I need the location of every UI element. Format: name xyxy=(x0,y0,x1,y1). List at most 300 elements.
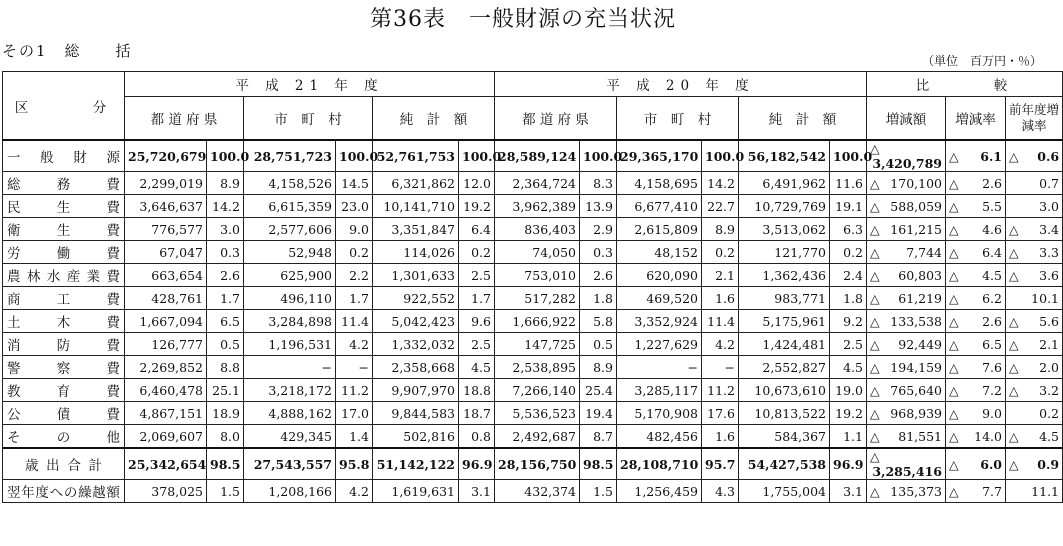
table-row xyxy=(3,264,1063,287)
share-cell: 2.1 xyxy=(702,264,739,287)
decrease-mark: △ xyxy=(949,359,959,375)
change-value: 7.6 xyxy=(982,359,1002,375)
decrease-mark: △ xyxy=(870,336,880,352)
share-cell: 100.0 xyxy=(702,140,739,172)
share-cell: 5.8 xyxy=(580,310,617,333)
amount-cell: 3,962,389 xyxy=(495,195,580,218)
table-row xyxy=(3,172,1063,195)
header-change-rate: 増減率 xyxy=(946,97,1006,141)
amount-cell: 517,282 xyxy=(495,287,580,310)
amount-cell: 29,365,170 xyxy=(617,140,702,172)
change-rate-cell xyxy=(946,379,1006,402)
amount-cell: 2,269,852 xyxy=(125,356,207,379)
share-cell: 1.1 xyxy=(830,425,867,449)
change-rate-cell xyxy=(946,333,1006,356)
change-amount-cell xyxy=(867,218,946,241)
change-value: 2.6 xyxy=(982,313,1002,329)
decrease-mark: △ xyxy=(1009,359,1019,375)
change-rate-cell xyxy=(946,241,1006,264)
amount-cell: 6,491,962 xyxy=(739,172,830,195)
table-row xyxy=(3,140,1063,172)
change-amount-cell xyxy=(867,310,946,333)
share-cell: 1.8 xyxy=(830,287,867,310)
page-title: 第36表 一般財源の充当状況 xyxy=(370,7,676,32)
amount-cell: 1,666,922 xyxy=(495,310,580,333)
amount-cell: 4,867,151 xyxy=(125,402,207,425)
table-row xyxy=(3,287,1063,310)
share-cell: 11.4 xyxy=(336,310,373,333)
amount-cell: 3,352,924 xyxy=(617,310,702,333)
amount-cell: 836,403 xyxy=(495,218,580,241)
row-label: 総務費 xyxy=(3,172,125,195)
decrease-mark: △ xyxy=(949,483,959,499)
amount-cell: 1,424,481 xyxy=(739,333,830,356)
amount-cell: 6,321,862 xyxy=(373,172,459,195)
amount-cell: 753,010 xyxy=(495,264,580,287)
header-prefecture-20: 都 道 府 県 xyxy=(495,97,617,141)
decrease-mark: △ xyxy=(949,456,959,472)
amount-cell: 6,615,359 xyxy=(244,195,336,218)
header-municipality-20: 市 町 村 xyxy=(617,97,739,141)
share-cell: 25.1 xyxy=(207,379,244,402)
share-cell: 19.2 xyxy=(459,195,495,218)
share-cell: 2.5 xyxy=(459,264,495,287)
change-amount-cell xyxy=(867,425,946,449)
share-cell: 4.3 xyxy=(702,480,739,503)
change-amount-cell xyxy=(867,480,946,503)
decrease-mark: △ xyxy=(870,244,880,260)
amount-cell: 27,543,557 xyxy=(244,448,336,480)
header-category: 区 分 xyxy=(3,72,125,141)
change-value: 0.6 xyxy=(1037,148,1060,164)
share-cell: 0.2 xyxy=(702,241,739,264)
row-label: 衛生費 xyxy=(3,218,125,241)
amount-cell: 3,285,117 xyxy=(617,379,702,402)
unit-note: （単位 百万円・％） xyxy=(921,54,1042,68)
share-cell: 100.0 xyxy=(830,140,867,172)
prev-change-rate-cell xyxy=(1006,480,1063,503)
table-body xyxy=(3,140,1063,503)
change-value: 4.6 xyxy=(982,221,1002,237)
change-value: 6.2 xyxy=(982,290,1002,306)
change-value: 588,059 xyxy=(890,198,942,214)
decrease-mark: △ xyxy=(949,405,959,421)
prev-change-rate-cell xyxy=(1006,264,1063,287)
amount-cell: 7,266,140 xyxy=(495,379,580,402)
change-value: 2.6 xyxy=(982,175,1002,191)
change-value: 6.5 xyxy=(982,336,1002,352)
decrease-mark: △ xyxy=(949,175,959,191)
amount-cell: 584,367 xyxy=(739,425,830,449)
change-amount-cell xyxy=(867,356,946,379)
share-cell: 3.1 xyxy=(459,480,495,503)
share-cell: 100.0 xyxy=(207,140,244,172)
header-prefecture-21: 都 道 府 県 xyxy=(125,97,244,141)
amount-cell: 10,813,522 xyxy=(739,402,830,425)
amount-cell: 1,227,629 xyxy=(617,333,702,356)
share-cell: 25.4 xyxy=(580,379,617,402)
change-value: 0.7 xyxy=(1039,175,1060,191)
amount-cell: 776,577 xyxy=(125,218,207,241)
amount-cell: 10,141,710 xyxy=(373,195,459,218)
share-cell: 98.5 xyxy=(207,448,244,480)
decrease-mark: △ xyxy=(870,175,880,191)
change-value: 2.1 xyxy=(1039,336,1060,352)
change-value: 765,640 xyxy=(890,382,942,398)
share-cell: 96.9 xyxy=(459,448,495,480)
amount-cell: 496,110 xyxy=(244,287,336,310)
amount-cell: 3,218,172 xyxy=(244,379,336,402)
amount-cell: 2,552,827 xyxy=(739,356,830,379)
row-label: 翌年度への繰越額 xyxy=(3,480,125,503)
share-cell: 100.0 xyxy=(459,140,495,172)
decrease-mark: △ xyxy=(1009,313,1019,329)
amount-cell: 1,667,094 xyxy=(125,310,207,333)
table-row xyxy=(3,356,1063,379)
row-label: その他 xyxy=(3,425,125,449)
change-amount-cell xyxy=(867,264,946,287)
share-cell: 1.7 xyxy=(459,287,495,310)
share-cell: 4.5 xyxy=(459,356,495,379)
share-cell: 3.1 xyxy=(830,480,867,503)
change-value: 5.6 xyxy=(1039,313,1060,329)
header-prev-change-rate-text: 前年度増減率 xyxy=(1009,102,1060,133)
amount-cell: 1,208,166 xyxy=(244,480,336,503)
change-value: 81,551 xyxy=(898,428,942,444)
prev-change-rate-cell xyxy=(1006,287,1063,310)
decrease-mark: △ xyxy=(870,141,880,156)
change-value: 135,373 xyxy=(890,483,942,499)
table-row xyxy=(3,379,1063,402)
share-cell: 4.2 xyxy=(702,333,739,356)
share-cell: 1.8 xyxy=(580,287,617,310)
change-value: 133,538 xyxy=(890,313,942,329)
share-cell: 100.0 xyxy=(580,140,617,172)
decrease-mark: △ xyxy=(1009,244,1019,260)
share-cell: 0.2 xyxy=(336,241,373,264)
prev-change-rate-cell xyxy=(1006,402,1063,425)
amount-cell: − xyxy=(617,356,702,379)
share-cell: 2.5 xyxy=(459,333,495,356)
share-cell: 11.2 xyxy=(336,379,373,402)
header-municipality-21: 市 町 村 xyxy=(244,97,373,141)
amount-cell: 6,677,410 xyxy=(617,195,702,218)
prev-change-rate-cell xyxy=(1006,172,1063,195)
change-value: 6.0 xyxy=(980,456,1002,472)
amount-cell: 620,090 xyxy=(617,264,702,287)
change-value: 170,100 xyxy=(890,175,942,191)
amount-cell: 25,720,679 xyxy=(125,140,207,172)
share-cell: 6.5 xyxy=(207,310,244,333)
decrease-mark: △ xyxy=(949,267,959,283)
share-cell: 98.5 xyxy=(580,448,617,480)
table-row xyxy=(3,425,1063,449)
amount-cell: 56,182,542 xyxy=(739,140,830,172)
amount-cell: 2,299,019 xyxy=(125,172,207,195)
amount-cell: 9,907,970 xyxy=(373,379,459,402)
share-cell: 14.5 xyxy=(336,172,373,195)
table-row xyxy=(3,218,1063,241)
section-subtitle: その1 総 括 xyxy=(2,42,133,60)
amount-cell: 2,577,606 xyxy=(244,218,336,241)
amount-cell: 1,755,004 xyxy=(739,480,830,503)
share-cell: 8.0 xyxy=(207,425,244,449)
share-cell: 4.2 xyxy=(336,333,373,356)
share-cell: 4.5 xyxy=(830,356,867,379)
decrease-mark: △ xyxy=(1009,221,1019,237)
amount-cell: 429,345 xyxy=(244,425,336,449)
change-amount-cell xyxy=(867,448,946,480)
amount-cell: 6,460,478 xyxy=(125,379,207,402)
amount-cell: 1,196,531 xyxy=(244,333,336,356)
amount-cell: 3,351,847 xyxy=(373,218,459,241)
decrease-mark: △ xyxy=(1009,428,1019,444)
amount-cell: 4,158,526 xyxy=(244,172,336,195)
row-label: 教育費 xyxy=(3,379,125,402)
share-cell: 0.2 xyxy=(459,241,495,264)
decrease-mark: △ xyxy=(949,221,959,237)
table-row xyxy=(3,333,1063,356)
change-value: 4.5 xyxy=(1039,428,1060,444)
row-label: 歳出合計 xyxy=(3,448,125,480)
change-rate-cell xyxy=(946,195,1006,218)
change-value: 0.2 xyxy=(1039,405,1060,421)
amount-cell: 28,751,723 xyxy=(244,140,336,172)
decrease-mark: △ xyxy=(870,221,880,237)
decrease-mark: △ xyxy=(949,382,959,398)
amount-cell: 2,364,724 xyxy=(495,172,580,195)
change-value: 7,744 xyxy=(906,244,942,260)
amount-cell: 52,948 xyxy=(244,241,336,264)
share-cell: 11.6 xyxy=(830,172,867,195)
decrease-mark: △ xyxy=(949,244,959,260)
change-value: 14.0 xyxy=(974,428,1002,444)
row-label: 商工費 xyxy=(3,287,125,310)
change-rate-cell xyxy=(946,356,1006,379)
change-value: 9.0 xyxy=(982,405,1002,421)
share-cell: 96.9 xyxy=(830,448,867,480)
amount-cell: 5,170,908 xyxy=(617,402,702,425)
change-amount-cell xyxy=(867,379,946,402)
amount-cell: 5,175,961 xyxy=(739,310,830,333)
change-value: 2.0 xyxy=(1039,359,1060,375)
header-fy21: 平 成 21 年 度 xyxy=(125,72,495,97)
share-cell: 8.9 xyxy=(702,218,739,241)
row-label: 公債費 xyxy=(3,402,125,425)
share-cell: 14.2 xyxy=(207,195,244,218)
change-rate-cell xyxy=(946,140,1006,172)
amount-cell: 114,026 xyxy=(373,241,459,264)
share-cell: − xyxy=(336,356,373,379)
amount-cell: 10,729,769 xyxy=(739,195,830,218)
share-cell: 0.3 xyxy=(207,241,244,264)
decrease-mark: △ xyxy=(1009,336,1019,352)
change-value: 0.9 xyxy=(1037,456,1060,472)
table-row xyxy=(3,402,1063,425)
amount-cell: 482,456 xyxy=(617,425,702,449)
share-cell: 0.5 xyxy=(207,333,244,356)
share-cell: 1.7 xyxy=(336,287,373,310)
change-amount-cell xyxy=(867,140,946,172)
change-value: 968,939 xyxy=(890,405,942,421)
share-cell: 2.5 xyxy=(830,333,867,356)
share-cell: 1.6 xyxy=(702,425,739,449)
change-value: 3.6 xyxy=(1039,267,1060,283)
decrease-mark: △ xyxy=(870,483,880,499)
share-cell: 0.3 xyxy=(580,241,617,264)
amount-cell: 625,900 xyxy=(244,264,336,287)
change-rate-cell xyxy=(946,287,1006,310)
decrease-mark: △ xyxy=(870,359,880,375)
prev-change-rate-cell xyxy=(1006,310,1063,333)
change-amount-cell xyxy=(867,241,946,264)
share-cell: 0.2 xyxy=(830,241,867,264)
change-rate-cell xyxy=(946,425,1006,449)
prev-change-rate-cell xyxy=(1006,241,1063,264)
change-amount-cell xyxy=(867,333,946,356)
row-label: 土木費 xyxy=(3,310,125,333)
change-value: 3,285,416 xyxy=(872,464,942,479)
header-fy20: 平 成 20 年 度 xyxy=(495,72,867,97)
change-rate-cell xyxy=(946,480,1006,503)
amount-cell: 469,520 xyxy=(617,287,702,310)
row-label: 労働費 xyxy=(3,241,125,264)
change-value: 10.1 xyxy=(1031,290,1060,306)
share-cell: 8.9 xyxy=(580,356,617,379)
change-amount-cell xyxy=(867,195,946,218)
amount-cell: 2,358,668 xyxy=(373,356,459,379)
share-cell: 8.7 xyxy=(580,425,617,449)
change-value: 92,449 xyxy=(898,336,942,352)
prev-change-rate-cell xyxy=(1006,333,1063,356)
table-row xyxy=(3,448,1063,480)
share-cell: 3.0 xyxy=(207,218,244,241)
change-value: 4.5 xyxy=(982,267,1002,283)
decrease-mark: △ xyxy=(1009,456,1019,472)
share-cell: 100.0 xyxy=(336,140,373,172)
share-cell: 1.6 xyxy=(702,287,739,310)
header-prev-change-rate xyxy=(1006,97,1063,141)
decrease-mark: △ xyxy=(870,198,880,214)
amount-cell: 432,374 xyxy=(495,480,580,503)
share-cell: 2.6 xyxy=(580,264,617,287)
change-rate-cell xyxy=(946,402,1006,425)
decrease-mark: △ xyxy=(949,313,959,329)
amount-cell: 1,301,633 xyxy=(373,264,459,287)
prev-change-rate-cell xyxy=(1006,218,1063,241)
amount-cell: 2,538,895 xyxy=(495,356,580,379)
amount-cell: 4,158,695 xyxy=(617,172,702,195)
change-value: 194,159 xyxy=(890,359,942,375)
prev-change-rate-cell xyxy=(1006,448,1063,480)
change-value: 60,803 xyxy=(898,267,942,283)
share-cell: 17.0 xyxy=(336,402,373,425)
amount-cell: 51,142,122 xyxy=(373,448,459,480)
share-cell: 95.7 xyxy=(702,448,739,480)
amount-cell: 67,047 xyxy=(125,241,207,264)
share-cell: 9.0 xyxy=(336,218,373,241)
table-row xyxy=(3,195,1063,218)
change-value: 61,219 xyxy=(898,290,942,306)
share-cell: 18.9 xyxy=(207,402,244,425)
share-cell: 6.4 xyxy=(459,218,495,241)
change-amount-cell xyxy=(867,287,946,310)
change-value: 3.2 xyxy=(1039,382,1060,398)
prev-change-rate-cell xyxy=(1006,425,1063,449)
share-cell: 18.7 xyxy=(459,402,495,425)
amount-cell: 74,050 xyxy=(495,241,580,264)
decrease-mark: △ xyxy=(870,290,880,306)
change-rate-cell xyxy=(946,172,1006,195)
change-value: 3.3 xyxy=(1039,244,1060,260)
change-value: 6.4 xyxy=(982,244,1002,260)
row-label: 一般財源 xyxy=(3,140,125,172)
share-cell: 6.3 xyxy=(830,218,867,241)
amount-cell: 52,761,753 xyxy=(373,140,459,172)
prev-change-rate-cell xyxy=(1006,356,1063,379)
decrease-mark: △ xyxy=(949,336,959,352)
change-rate-cell xyxy=(946,448,1006,480)
change-rate-cell xyxy=(946,264,1006,287)
share-cell: 0.5 xyxy=(580,333,617,356)
share-cell: 2.4 xyxy=(830,264,867,287)
amount-cell: 983,771 xyxy=(739,287,830,310)
header-net-total-20: 純 計 額 xyxy=(739,97,867,141)
share-cell: 12.0 xyxy=(459,172,495,195)
amount-cell: 502,816 xyxy=(373,425,459,449)
amount-cell: 9,844,583 xyxy=(373,402,459,425)
amount-cell: 428,761 xyxy=(125,287,207,310)
prev-change-rate-cell xyxy=(1006,140,1063,172)
change-value: 3,420,789 xyxy=(872,156,942,171)
header-net-total-21: 純 計 額 xyxy=(373,97,495,141)
amount-cell: 2,069,607 xyxy=(125,425,207,449)
decrease-mark: △ xyxy=(870,313,880,329)
share-cell: 23.0 xyxy=(336,195,373,218)
share-cell: 19.1 xyxy=(830,195,867,218)
share-cell: 18.8 xyxy=(459,379,495,402)
share-cell: 22.7 xyxy=(702,195,739,218)
change-value: 3.4 xyxy=(1039,221,1060,237)
table-row xyxy=(3,241,1063,264)
decrease-mark: △ xyxy=(949,148,959,164)
share-cell: 1.5 xyxy=(580,480,617,503)
amount-cell: 48,152 xyxy=(617,241,702,264)
decrease-mark: △ xyxy=(870,382,880,398)
decrease-mark: △ xyxy=(870,428,880,444)
share-cell: 8.9 xyxy=(207,172,244,195)
share-cell: 8.3 xyxy=(580,172,617,195)
share-cell: 2.9 xyxy=(580,218,617,241)
header-compare: 比 較 xyxy=(867,72,1063,97)
change-value: 3.0 xyxy=(1039,198,1060,214)
change-value: 7.2 xyxy=(982,382,1002,398)
prev-change-rate-cell xyxy=(1006,379,1063,402)
decrease-mark: △ xyxy=(870,449,880,464)
change-value: 11.1 xyxy=(1031,483,1060,499)
decrease-mark: △ xyxy=(949,290,959,306)
row-label: 民生費 xyxy=(3,195,125,218)
amount-cell: 378,025 xyxy=(125,480,207,503)
change-value: 6.1 xyxy=(980,148,1002,164)
share-cell: 19.2 xyxy=(830,402,867,425)
header-change-amount: 増減額 xyxy=(867,97,946,141)
change-value: 7.7 xyxy=(982,483,1002,499)
share-cell: 13.9 xyxy=(580,195,617,218)
amount-cell: 28,589,124 xyxy=(495,140,580,172)
amount-cell: 28,156,750 xyxy=(495,448,580,480)
decrease-mark: △ xyxy=(1009,148,1019,164)
